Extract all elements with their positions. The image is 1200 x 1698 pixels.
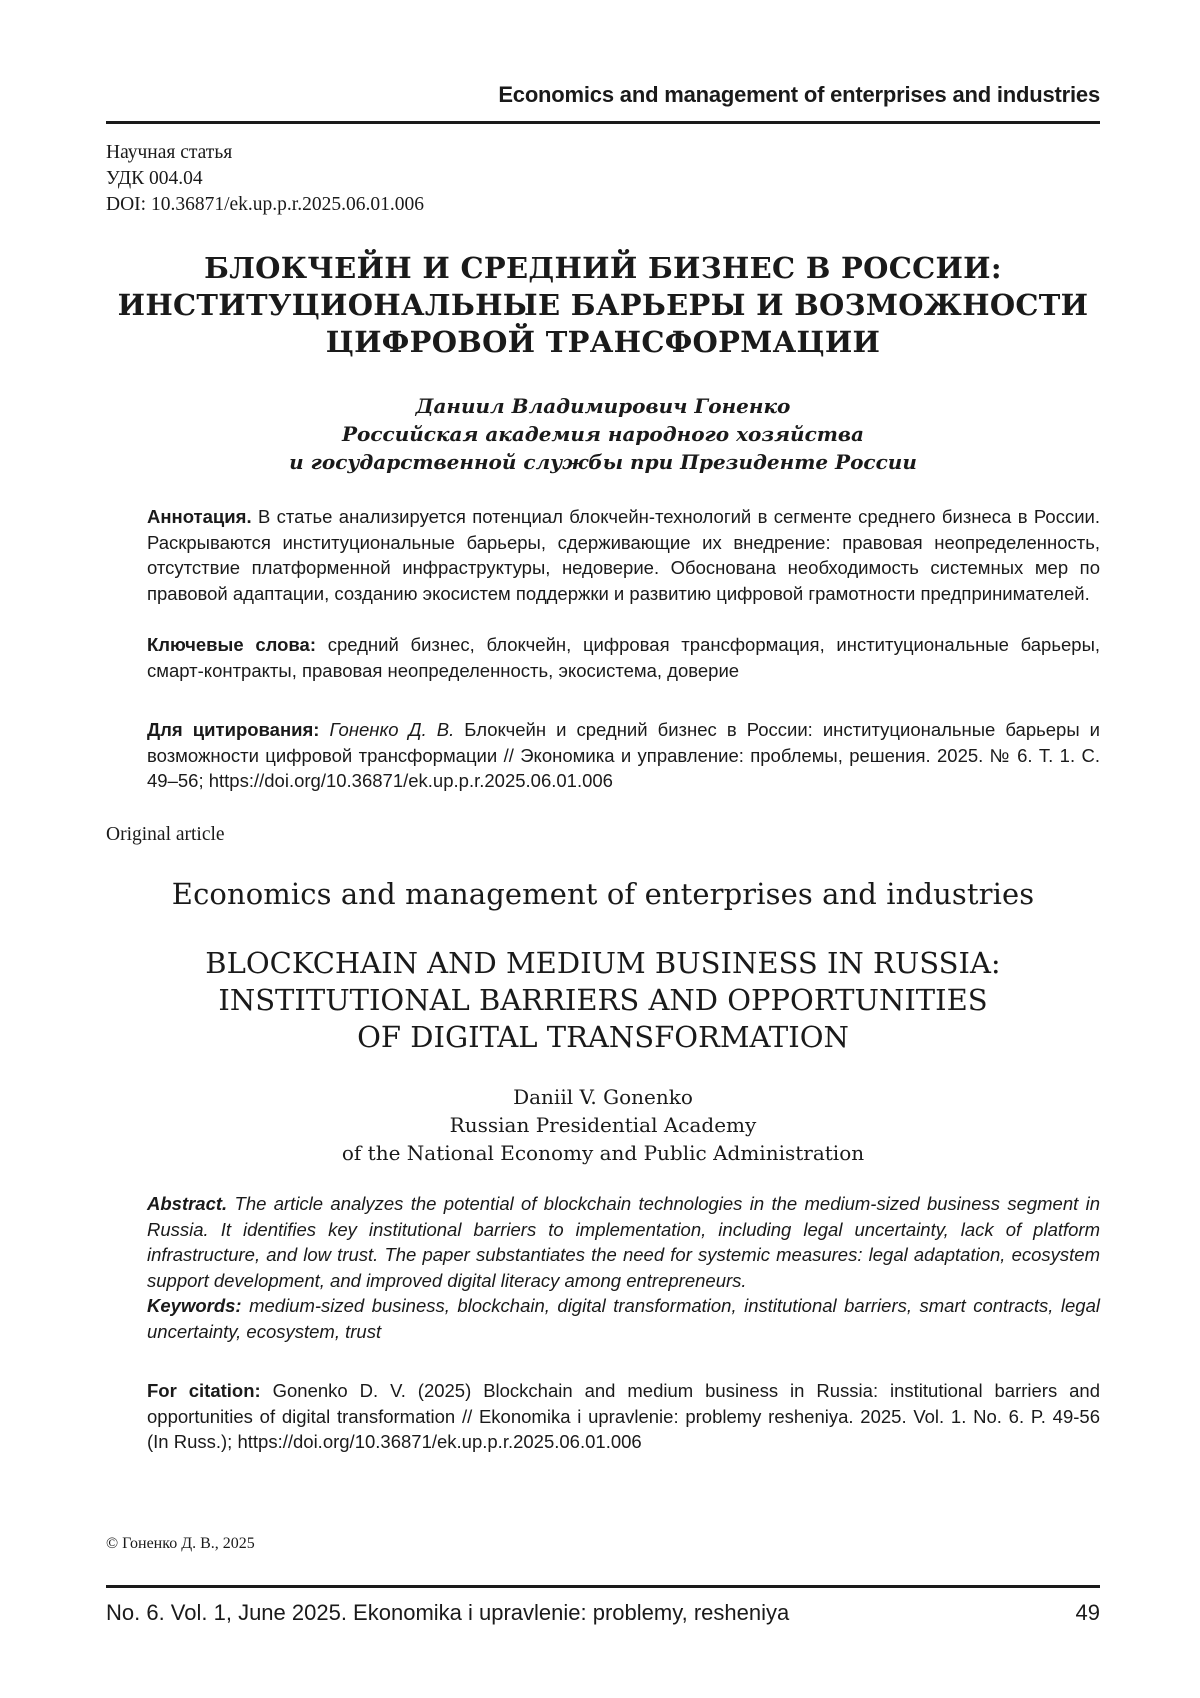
en-keywords-label: Keywords: xyxy=(147,1295,242,1316)
doi: DOI: 10.36871/ek.up.p.r.2025.06.01.006 xyxy=(106,194,424,215)
en-citation-text: Gonenko D. V. (2025) Blockchain and medium business in Russia: institutional barriers and opportunities of digital transformation // Ekonomika i upravlenie: problemy resheniya. 2025. Vol. 1. No. 6. P. 49-56 (In Russ.); https://doi.org/10.36871/ek.up.p.r.2025.06.01.006 xyxy=(147,1380,1101,1452)
ru-citation-label: Для цитирования: xyxy=(147,719,320,740)
ru-title-line: ЦИФРОВОЙ ТРАНСФОРМАЦИИ xyxy=(325,325,881,359)
ru-citation-author: Гоненко Д. В. xyxy=(329,719,455,740)
en-citation xyxy=(147,1378,1100,1455)
en-affiliation-line: of the National Economy and Public Administration xyxy=(341,1141,865,1165)
article-type: Научная статья xyxy=(106,142,233,163)
copyright-notice: © Гоненко Д. В., 2025 xyxy=(106,1535,255,1552)
page-number: 49 xyxy=(1075,1600,1100,1625)
ru-affiliation-line: Российская академия народного хозяйства xyxy=(341,422,865,446)
udc-code: УДК 004.04 xyxy=(106,168,203,189)
en-abstract-text: The article analyzes the potential of blockchain technologies in the medium-sized business segment in Russia. It identifies key institutional barriers to implementation, including legal uncertainty, lack of platform infrastructure, and low trust. The paper substantiates the need for systemic measures: legal adaptation, ecosystem support development, and improved digital literacy among entrepreneurs. xyxy=(147,1193,1100,1291)
ru-abstract-label: Аннотация. xyxy=(147,506,252,527)
en-section-title: Economics and management of enterprises and industries xyxy=(171,877,1035,911)
en-title-line: OF DIGITAL TRANSFORMATION xyxy=(357,1020,849,1054)
en-author-block xyxy=(106,1083,1100,1167)
ru-keywords-text: средний бизнес, блокчейн, цифровая трансформация, институциональные барьеры, смарт-контракты, правовая неопределенность, экосистема, доверие xyxy=(147,634,1101,681)
en-title-line: BLOCKCHAIN AND MEDIUM BUSINESS IN RUSSIA: xyxy=(205,946,1001,980)
ru-keywords xyxy=(147,632,1100,683)
ru-affiliation-line: и государственной службы при Президенте России xyxy=(289,450,917,474)
en-abstract-label: Abstract. xyxy=(147,1193,228,1214)
ru-abstract-text: В статье анализируется потенциал блокчейн-технологий в сегменте среднего бизнеса в России. Раскрываются институциональные барьеры, сдерживающие их внедрение: правовая неопределенность, отсутствие платформенной инфраструктуры, недоверие. Обоснована необходимость системных мер по правовой адаптации, созданию экосистем поддержки и развитию цифровой грамотности предпринимателей. xyxy=(147,506,1101,604)
ru-citation-text: Блокчейн и средний бизнес в России: институциональные барьеры и возможности цифровой трансформации // Экономика и управление: проблемы, решения. 2025. № 6. Т. 1. С. 49–56; https://doi.org/10.36871/ek.up.p.r.2025.06.01.006 xyxy=(147,719,1101,791)
article-meta xyxy=(106,140,424,218)
ru-author-block xyxy=(106,392,1100,476)
ru-title-line: БЛОКЧЕЙН И СРЕДНИЙ БИЗНЕС В РОССИИ: xyxy=(204,251,1002,285)
footer-journal-line: No. 6. Vol. 1, June 2025. Ekonomika i upravlenie: problemy, resheniya xyxy=(106,1600,790,1625)
en-citation-label: For citation: xyxy=(147,1380,261,1401)
ru-keywords-label: Ключевые слова: xyxy=(147,634,316,655)
en-affiliation-line: Russian Presidential Academy xyxy=(449,1113,757,1137)
ru-abstract xyxy=(147,504,1100,606)
en-title-line: INSTITUTIONAL BARRIERS AND OPPORTUNITIES xyxy=(218,983,988,1017)
en-author-name: Daniil V. Gonenko xyxy=(513,1085,693,1109)
en-abstract xyxy=(147,1191,1100,1293)
en-article-type: Original article xyxy=(106,824,225,845)
en-keywords xyxy=(147,1293,1100,1344)
en-article-title xyxy=(106,945,1100,1056)
ru-article-title xyxy=(106,250,1100,361)
ru-citation xyxy=(147,717,1100,794)
ru-title-line: ИНСТИТУЦИОНАЛЬНЫЕ БАРЬЕРЫ И ВОЗМОЖНОСТИ xyxy=(117,288,1089,322)
en-keywords-text: medium-sized business, blockchain, digital transformation, institutional barriers, smart contracts, legal uncertainty, ecosystem, trust xyxy=(147,1295,1101,1342)
footer-rule xyxy=(106,1585,1100,1588)
ru-author-name: Даниил Владимирович Гоненко xyxy=(415,394,791,418)
header-rule xyxy=(106,121,1100,124)
running-head: Economics and management of enterprises and industries xyxy=(498,82,1100,107)
